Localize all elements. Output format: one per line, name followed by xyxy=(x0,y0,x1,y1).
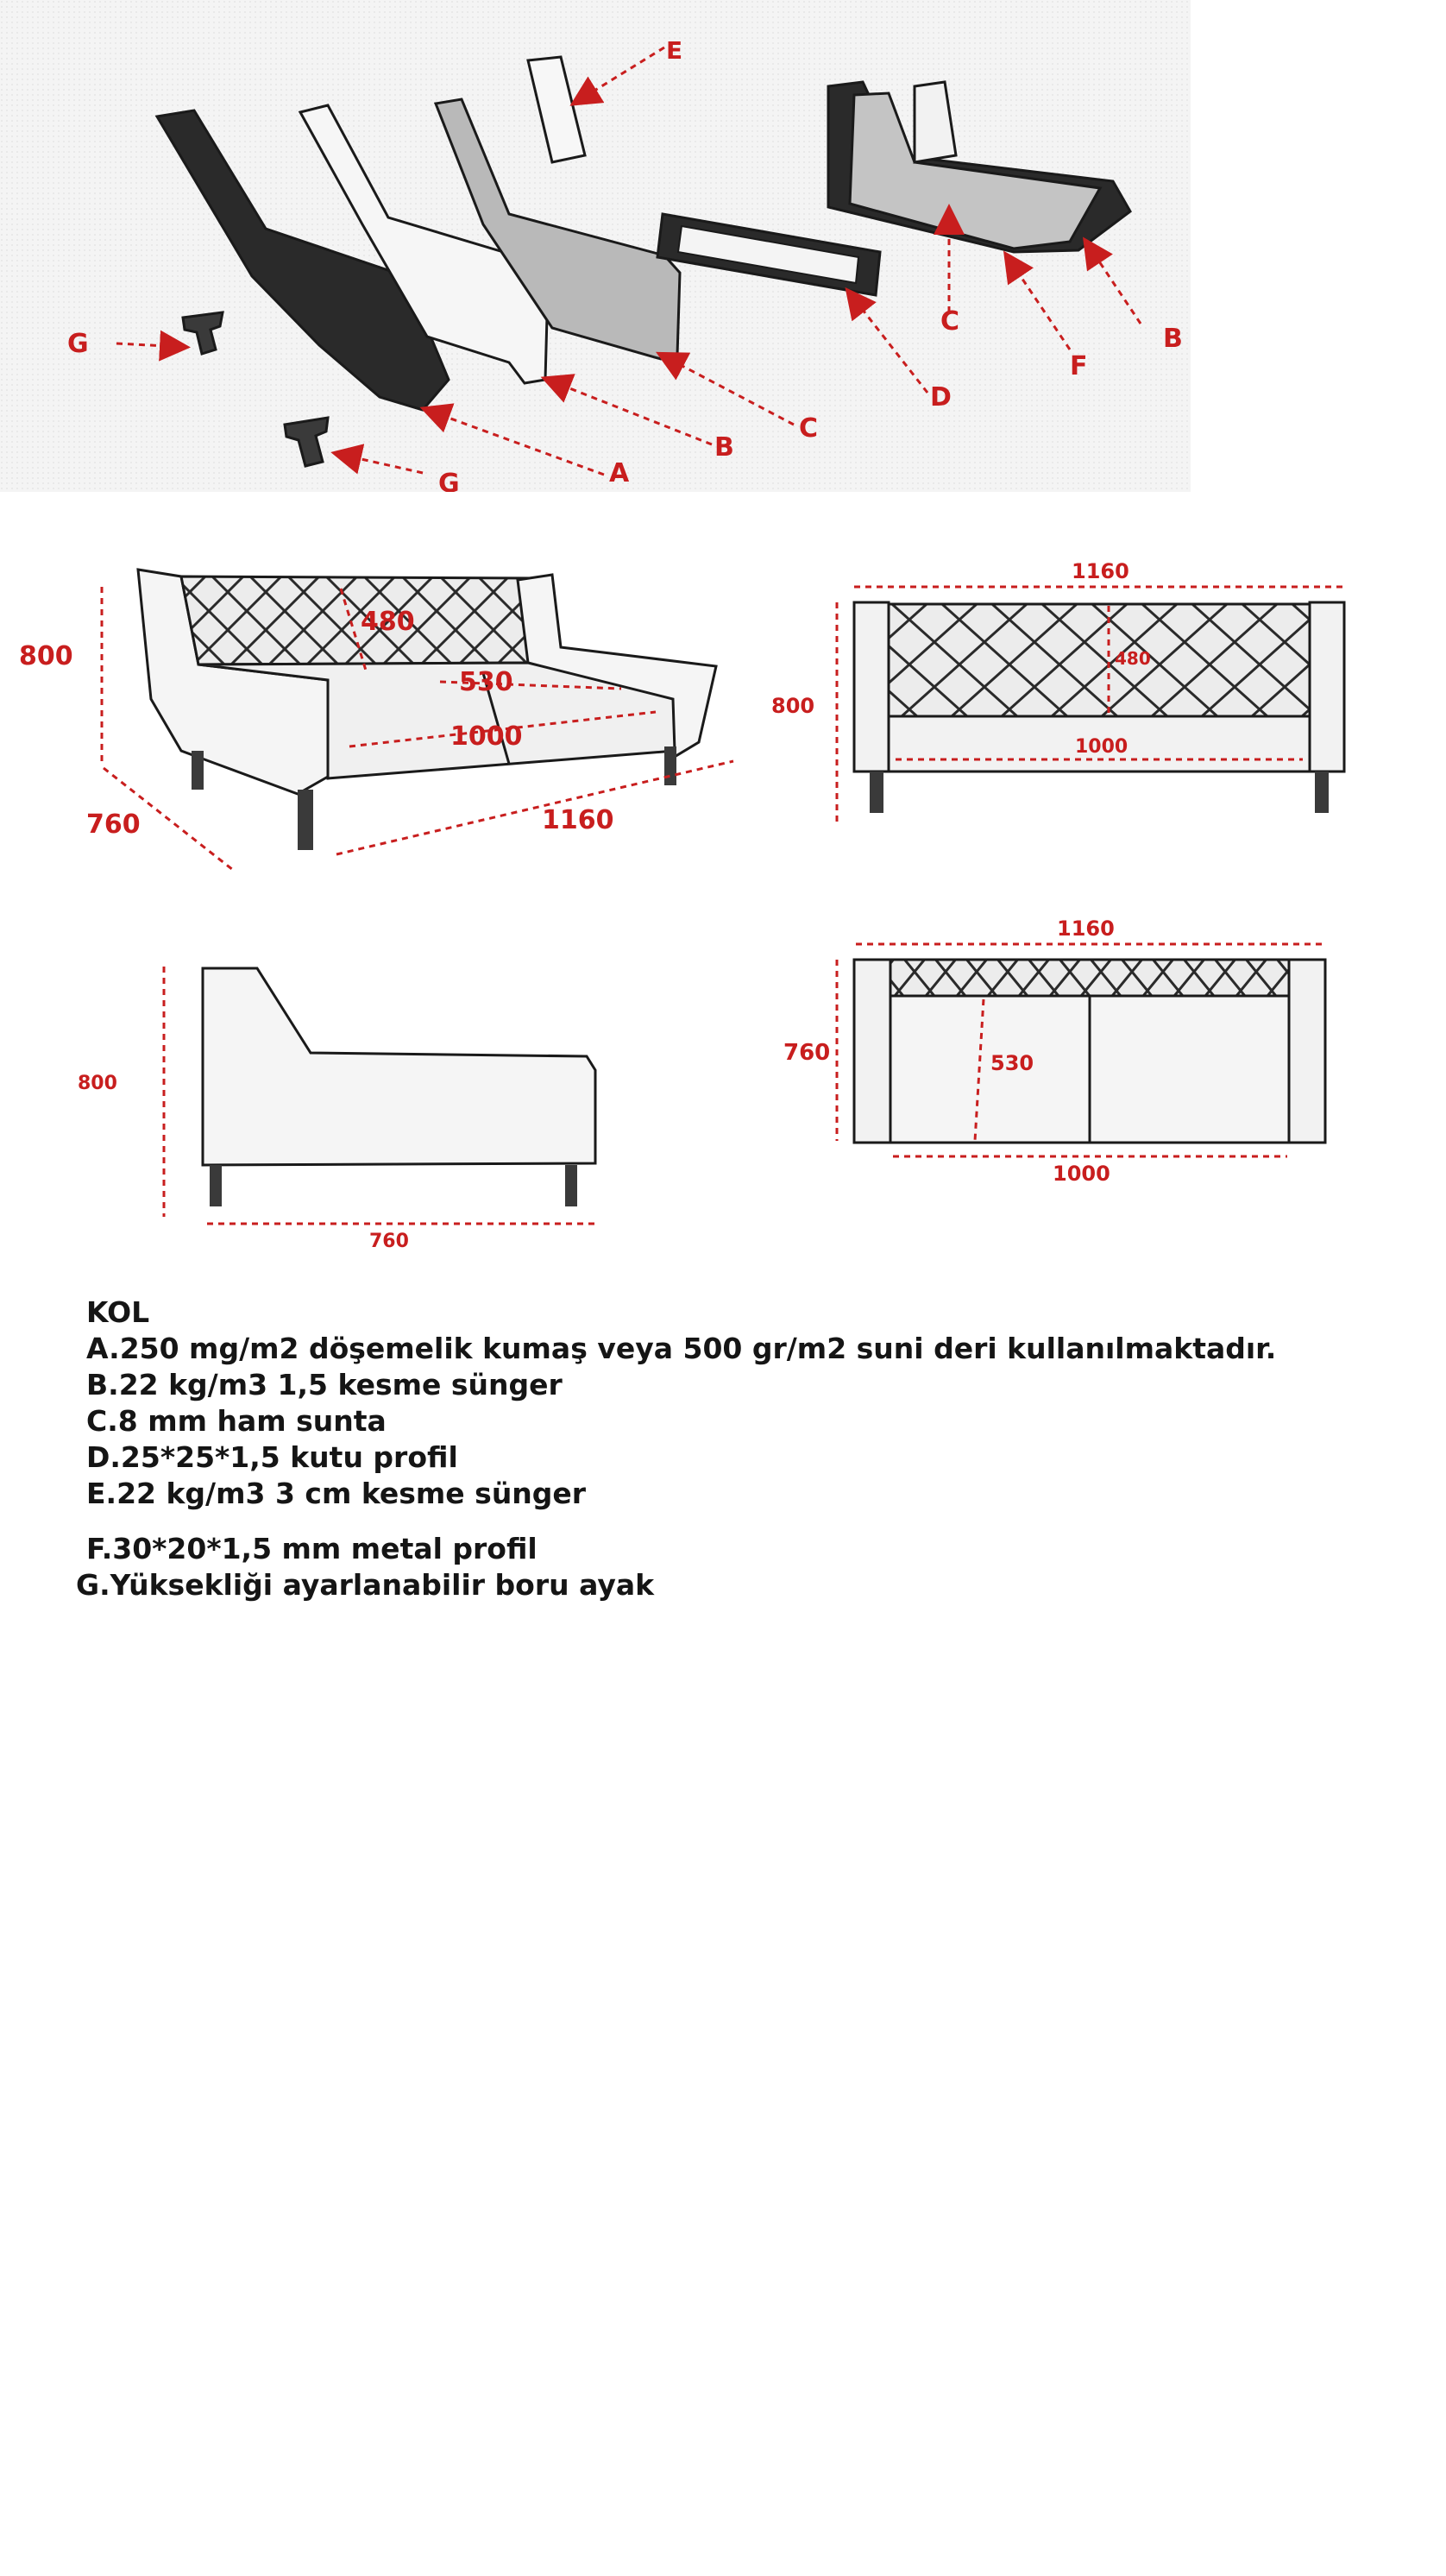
label-b-right: B xyxy=(1163,324,1183,354)
sofa-perspective-back xyxy=(181,576,535,664)
dim-perspective-seat-depth: 530 xyxy=(459,667,513,697)
dim-front-back-height: 480 xyxy=(1115,648,1151,669)
dim-perspective-width: 1160 xyxy=(542,805,614,835)
perspective-view-svg xyxy=(0,535,776,898)
dim-perspective-height: 800 xyxy=(19,641,73,671)
sofa-top-right-arm xyxy=(1289,960,1325,1143)
legend-item-b: B.22 kg/m3 1,5 kesme sünger xyxy=(86,1368,563,1401)
dim-perspective-back-height: 480 xyxy=(361,607,415,637)
front-view-svg xyxy=(759,552,1432,846)
dim-perspective-depth: 760 xyxy=(86,809,141,840)
exploded-view-svg xyxy=(0,0,1191,492)
label-g-lower: G xyxy=(438,469,460,492)
perspective-view xyxy=(0,535,776,898)
legend-title: KOL xyxy=(86,1295,150,1329)
sofa-top-left-arm xyxy=(854,960,890,1143)
dim-top-width: 1160 xyxy=(1057,916,1115,941)
side-view xyxy=(52,949,656,1260)
sofa-front-leg-right xyxy=(1315,772,1329,813)
sofa-front-left-arm xyxy=(854,602,889,772)
sofa-side-leg-front xyxy=(565,1165,577,1206)
label-c-right: C xyxy=(940,306,960,337)
top-view-svg xyxy=(759,915,1432,1191)
sofa-perspective-leg-front-left xyxy=(298,790,313,850)
materials-legend xyxy=(76,1294,1432,1603)
dim-top-depth: 760 xyxy=(783,1040,831,1066)
dim-front-seat-width: 1000 xyxy=(1075,736,1129,758)
legend-item-f: F.30*20*1,5 mm metal profil xyxy=(86,1532,538,1565)
exploded-view xyxy=(0,0,1191,492)
sofa-top-seat-left xyxy=(889,996,1090,1143)
label-b-left: B xyxy=(714,432,734,463)
sofa-top-seat-right xyxy=(1090,996,1291,1143)
sofa-perspective-leg-right xyxy=(664,746,676,785)
side-view-svg xyxy=(52,949,656,1260)
sofa-front-right-arm xyxy=(1310,602,1344,772)
sofa-side-body xyxy=(203,968,595,1165)
dim-side-height: 800 xyxy=(78,1073,117,1094)
top-view xyxy=(759,915,1432,1191)
dim-front-width: 1160 xyxy=(1072,559,1129,583)
front-view xyxy=(759,552,1432,846)
sofa-side-leg-back xyxy=(210,1165,222,1206)
sofa-perspective-leg-back-left xyxy=(192,751,204,790)
label-c-left: C xyxy=(799,413,819,444)
sofa-top-back xyxy=(889,960,1291,996)
legend-item-e: E.22 kg/m3 3 cm kesme sünger xyxy=(86,1477,587,1510)
dim-front-height: 800 xyxy=(771,694,815,718)
label-g-upper: G xyxy=(67,329,89,359)
dim-top-seat-depth: 530 xyxy=(990,1051,1034,1075)
legend-item-c: C.8 mm ham sunta xyxy=(86,1404,387,1438)
label-a: A xyxy=(609,458,630,488)
label-e: E xyxy=(666,36,683,65)
dim-perspective-seat-width: 1000 xyxy=(450,721,523,752)
dim-top-seat-width: 1000 xyxy=(1053,1162,1110,1186)
label-f: F xyxy=(1070,351,1088,381)
sofa-front-leg-left xyxy=(870,772,883,813)
legend-item-a: A.250 mg/m2 döşemelik kumaş veya 500 gr/m2 suni deri kullanılmaktadır. xyxy=(86,1332,1277,1365)
label-d: D xyxy=(930,382,952,413)
legend-item-g: G.Yüksekliği ayarlanabilir boru ayak xyxy=(76,1568,655,1602)
legend-item-d: D.25*25*1,5 kutu profil xyxy=(86,1440,458,1474)
sofa-front-back xyxy=(880,604,1316,716)
dim-side-depth: 760 xyxy=(369,1231,409,1252)
